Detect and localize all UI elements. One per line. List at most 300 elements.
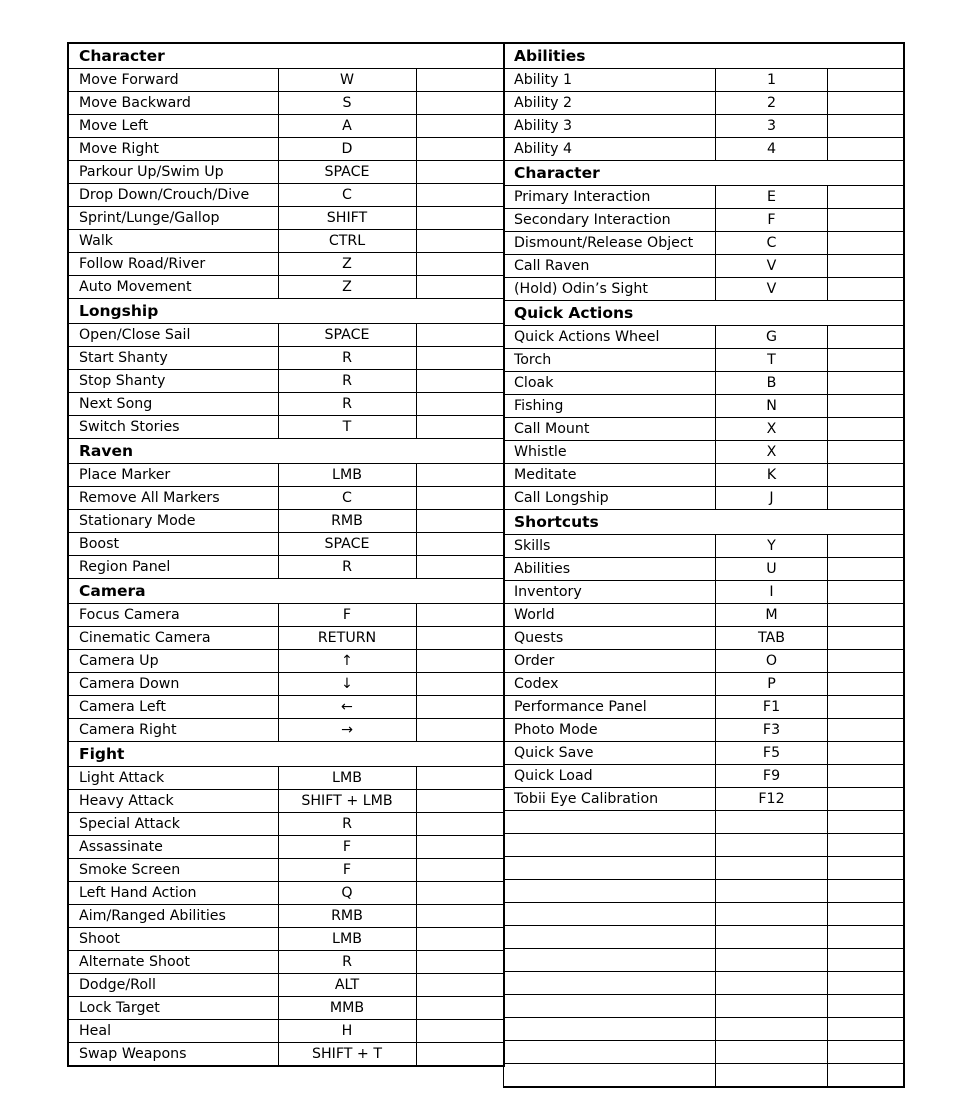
action-label: Sprint/Lunge/Gallop <box>68 207 278 230</box>
action-label: Next Song <box>68 393 278 416</box>
key-binding: X <box>716 418 828 441</box>
key-binding: M <box>716 604 828 627</box>
action-label: Performance Panel <box>504 696 716 719</box>
keybinding-row <box>68 767 504 790</box>
key-binding: LMB <box>278 767 416 790</box>
key-binding <box>716 857 828 880</box>
alternate-key-cell <box>416 69 504 92</box>
alternate-key-cell <box>416 276 504 299</box>
key-binding: → <box>278 719 416 742</box>
alternate-key-cell <box>828 834 904 857</box>
action-label <box>504 1064 716 1088</box>
alternate-key-cell <box>416 997 504 1020</box>
keybinding-row <box>68 997 504 1020</box>
action-label: Cinematic Camera <box>68 627 278 650</box>
keybinding-row <box>504 372 904 395</box>
key-binding: T <box>716 349 828 372</box>
section-header-row <box>504 510 904 535</box>
keybinding-row <box>68 928 504 951</box>
action-label: Call Raven <box>504 255 716 278</box>
action-label: Camera Down <box>68 673 278 696</box>
keybinding-row <box>68 905 504 928</box>
action-label: Lock Target <box>68 997 278 1020</box>
alternate-key-cell <box>828 418 904 441</box>
keybinding-row <box>504 418 904 441</box>
keybinding-row <box>68 92 504 115</box>
keybinding-row <box>504 535 904 558</box>
alternate-key-cell <box>828 372 904 395</box>
right-keybinding-table <box>503 42 905 1088</box>
alternate-key-cell <box>416 974 504 997</box>
keybinding-row <box>504 995 904 1018</box>
keybinding-row <box>504 949 904 972</box>
action-label: Left Hand Action <box>68 882 278 905</box>
action-label: Follow Road/River <box>68 253 278 276</box>
key-binding <box>716 926 828 949</box>
key-binding: R <box>278 813 416 836</box>
key-binding: X <box>716 441 828 464</box>
action-label <box>504 926 716 949</box>
keybinding-row <box>68 138 504 161</box>
alternate-key-cell <box>828 857 904 880</box>
alternate-key-cell <box>828 115 904 138</box>
alternate-key-cell <box>828 395 904 418</box>
alternate-key-cell <box>416 905 504 928</box>
key-binding: Q <box>278 882 416 905</box>
section-header: Shortcuts <box>504 510 904 535</box>
alternate-key-cell <box>828 1041 904 1064</box>
keybinding-row <box>68 230 504 253</box>
keybinding-row <box>504 255 904 278</box>
keybinding-row <box>68 813 504 836</box>
keybinding-row <box>68 464 504 487</box>
key-binding: LMB <box>278 464 416 487</box>
section-header: Fight <box>68 742 504 767</box>
keybinding-row <box>504 464 904 487</box>
keybinding-row <box>68 253 504 276</box>
keybinding-row <box>504 232 904 255</box>
section-header: Abilities <box>504 43 904 69</box>
keybinding-row <box>504 209 904 232</box>
key-binding: RMB <box>278 510 416 533</box>
alternate-key-cell <box>416 464 504 487</box>
keybinding-row <box>504 673 904 696</box>
alternate-key-cell <box>828 627 904 650</box>
alternate-key-cell <box>416 207 504 230</box>
key-binding: F <box>278 604 416 627</box>
right-column <box>503 42 903 1088</box>
key-binding: Y <box>716 535 828 558</box>
action-label: Region Panel <box>68 556 278 579</box>
section-header-row <box>68 43 504 69</box>
key-binding: 1 <box>716 69 828 92</box>
key-binding: SHIFT <box>278 207 416 230</box>
action-label: World <box>504 604 716 627</box>
key-binding: F9 <box>716 765 828 788</box>
alternate-key-cell <box>828 765 904 788</box>
action-label: Whistle <box>504 441 716 464</box>
keybinding-row <box>68 627 504 650</box>
key-binding: O <box>716 650 828 673</box>
action-label: Remove All Markers <box>68 487 278 510</box>
keybinding-row <box>504 765 904 788</box>
key-binding: B <box>716 372 828 395</box>
alternate-key-cell <box>828 581 904 604</box>
alternate-key-cell <box>828 903 904 926</box>
key-binding: I <box>716 581 828 604</box>
key-binding: J <box>716 487 828 510</box>
key-binding: F5 <box>716 742 828 765</box>
section-header-row <box>504 161 904 186</box>
alternate-key-cell <box>828 742 904 765</box>
section-header-row <box>504 301 904 326</box>
alternate-key-cell <box>416 650 504 673</box>
keybinding-row <box>504 742 904 765</box>
action-label <box>504 1041 716 1064</box>
keybinding-row <box>68 1020 504 1043</box>
action-label: Walk <box>68 230 278 253</box>
action-label <box>504 811 716 834</box>
alternate-key-cell <box>828 535 904 558</box>
alternate-key-cell <box>416 324 504 347</box>
alternate-key-cell <box>416 673 504 696</box>
alternate-key-cell <box>416 882 504 905</box>
alternate-key-cell <box>416 556 504 579</box>
key-binding: P <box>716 673 828 696</box>
alternate-key-cell <box>828 186 904 209</box>
keybinding-row <box>504 1041 904 1064</box>
alternate-key-cell <box>828 487 904 510</box>
action-label: Camera Left <box>68 696 278 719</box>
alternate-key-cell <box>828 650 904 673</box>
key-binding: S <box>278 92 416 115</box>
keybinding-row <box>504 719 904 742</box>
alternate-key-cell <box>828 1064 904 1088</box>
action-label: Drop Down/Crouch/Dive <box>68 184 278 207</box>
action-label: Camera Up <box>68 650 278 673</box>
alternate-key-cell <box>828 880 904 903</box>
key-binding: SHIFT + T <box>278 1043 416 1067</box>
keybinding-row <box>68 790 504 813</box>
keybinding-row <box>504 696 904 719</box>
key-binding: W <box>278 69 416 92</box>
key-binding: Z <box>278 276 416 299</box>
alternate-key-cell <box>416 370 504 393</box>
action-label: Alternate Shoot <box>68 951 278 974</box>
action-label <box>504 903 716 926</box>
alternate-key-cell <box>416 347 504 370</box>
keybinding-row <box>68 836 504 859</box>
action-label: Move Backward <box>68 92 278 115</box>
key-binding: ↑ <box>278 650 416 673</box>
key-binding: K <box>716 464 828 487</box>
alternate-key-cell <box>828 926 904 949</box>
alternate-key-cell <box>828 92 904 115</box>
alternate-key-cell <box>416 790 504 813</box>
action-label: Swap Weapons <box>68 1043 278 1067</box>
action-label: Call Mount <box>504 418 716 441</box>
key-binding: R <box>278 951 416 974</box>
action-label: Assassinate <box>68 836 278 859</box>
keybinding-row <box>68 696 504 719</box>
action-label: Ability 3 <box>504 115 716 138</box>
key-binding: CTRL <box>278 230 416 253</box>
keybinding-row <box>504 627 904 650</box>
keybinding-row <box>504 857 904 880</box>
alternate-key-cell <box>828 558 904 581</box>
key-binding: F <box>278 859 416 882</box>
action-label: Ability 1 <box>504 69 716 92</box>
action-label: Cloak <box>504 372 716 395</box>
keybinding-row <box>504 69 904 92</box>
key-binding: C <box>278 184 416 207</box>
action-label: Move Right <box>68 138 278 161</box>
keybinding-row <box>504 788 904 811</box>
action-label: Smoke Screen <box>68 859 278 882</box>
key-binding: TAB <box>716 627 828 650</box>
alternate-key-cell <box>416 813 504 836</box>
keybinding-row <box>68 604 504 627</box>
key-binding: F12 <box>716 788 828 811</box>
alternate-key-cell <box>828 255 904 278</box>
alternate-key-cell <box>416 951 504 974</box>
key-binding <box>716 903 828 926</box>
alternate-key-cell <box>416 230 504 253</box>
alternate-key-cell <box>828 719 904 742</box>
key-binding: D <box>278 138 416 161</box>
alternate-key-cell <box>828 138 904 161</box>
key-binding: MMB <box>278 997 416 1020</box>
key-binding: F3 <box>716 719 828 742</box>
alternate-key-cell <box>416 604 504 627</box>
key-binding: SPACE <box>278 161 416 184</box>
alternate-key-cell <box>828 1018 904 1041</box>
section-header: Quick Actions <box>504 301 904 326</box>
keybinding-row <box>504 138 904 161</box>
keybinding-row <box>68 347 504 370</box>
keybinding-row <box>68 556 504 579</box>
keybinding-row <box>68 859 504 882</box>
key-binding <box>716 1041 828 1064</box>
alternate-key-cell <box>828 972 904 995</box>
action-label: Parkour Up/Swim Up <box>68 161 278 184</box>
action-label <box>504 972 716 995</box>
alternate-key-cell <box>416 138 504 161</box>
action-label: Skills <box>504 535 716 558</box>
keybinding-row <box>504 926 904 949</box>
keybinding-row <box>504 650 904 673</box>
alternate-key-cell <box>416 719 504 742</box>
alternate-key-cell <box>416 416 504 439</box>
keybinding-row <box>68 276 504 299</box>
alternate-key-cell <box>416 184 504 207</box>
keybinding-row <box>68 115 504 138</box>
alternate-key-cell <box>828 464 904 487</box>
key-binding: T <box>278 416 416 439</box>
keybinding-row <box>504 115 904 138</box>
key-binding: RMB <box>278 905 416 928</box>
keybinding-row <box>504 395 904 418</box>
key-binding: R <box>278 393 416 416</box>
keybinding-row <box>504 903 904 926</box>
alternate-key-cell <box>416 1020 504 1043</box>
key-binding: A <box>278 115 416 138</box>
keybinding-row <box>504 880 904 903</box>
action-label: Tobii Eye Calibration <box>504 788 716 811</box>
action-label: Abilities <box>504 558 716 581</box>
action-label: Dodge/Roll <box>68 974 278 997</box>
action-label: Switch Stories <box>68 416 278 439</box>
key-binding: ← <box>278 696 416 719</box>
action-label: Quick Save <box>504 742 716 765</box>
key-binding: E <box>716 186 828 209</box>
alternate-key-cell <box>828 604 904 627</box>
key-binding: LMB <box>278 928 416 951</box>
action-label: Aim/Ranged Abilities <box>68 905 278 928</box>
key-binding: F <box>278 836 416 859</box>
keybinding-row <box>68 161 504 184</box>
action-label: Move Forward <box>68 69 278 92</box>
keybinding-row <box>68 510 504 533</box>
key-binding: SPACE <box>278 324 416 347</box>
alternate-key-cell <box>828 209 904 232</box>
key-binding: SHIFT + LMB <box>278 790 416 813</box>
key-binding: R <box>278 556 416 579</box>
action-label: Order <box>504 650 716 673</box>
alternate-key-cell <box>828 278 904 301</box>
alternate-key-cell <box>828 995 904 1018</box>
action-label: Boost <box>68 533 278 556</box>
key-binding: C <box>716 232 828 255</box>
section-header-row <box>68 742 504 767</box>
keybinding-row <box>504 811 904 834</box>
alternate-key-cell <box>828 696 904 719</box>
key-binding: N <box>716 395 828 418</box>
action-label <box>504 857 716 880</box>
action-label: Heal <box>68 1020 278 1043</box>
keybinding-row <box>68 184 504 207</box>
keybinding-row <box>68 533 504 556</box>
keybinding-row <box>504 186 904 209</box>
action-label: Secondary Interaction <box>504 209 716 232</box>
action-label: Call Longship <box>504 487 716 510</box>
keybinding-row <box>504 278 904 301</box>
key-binding: 2 <box>716 92 828 115</box>
action-label: Quests <box>504 627 716 650</box>
keybinding-row <box>68 650 504 673</box>
key-binding <box>716 995 828 1018</box>
keybinding-row <box>504 326 904 349</box>
action-label: Codex <box>504 673 716 696</box>
keybinding-row <box>68 487 504 510</box>
alternate-key-cell <box>828 326 904 349</box>
keybinding-sheet <box>67 42 903 1064</box>
section-header: Character <box>504 161 904 186</box>
action-label: Ability 4 <box>504 138 716 161</box>
key-binding: R <box>278 370 416 393</box>
alternate-key-cell <box>828 811 904 834</box>
section-header-row <box>68 299 504 324</box>
action-label: Photo Mode <box>504 719 716 742</box>
alternate-key-cell <box>416 92 504 115</box>
alternate-key-cell <box>416 533 504 556</box>
action-label: Quick Load <box>504 765 716 788</box>
action-label: Shoot <box>68 928 278 951</box>
action-label <box>504 1018 716 1041</box>
action-label <box>504 880 716 903</box>
alternate-key-cell <box>416 510 504 533</box>
keybinding-row <box>504 581 904 604</box>
keybinding-row <box>504 441 904 464</box>
action-label: Primary Interaction <box>504 186 716 209</box>
key-binding: 3 <box>716 115 828 138</box>
key-binding: Z <box>278 253 416 276</box>
alternate-key-cell <box>828 441 904 464</box>
action-label: Open/Close Sail <box>68 324 278 347</box>
action-label: Stationary Mode <box>68 510 278 533</box>
keybinding-row <box>504 349 904 372</box>
keybinding-row <box>68 951 504 974</box>
left-column <box>67 42 503 1067</box>
keybinding-row <box>504 1064 904 1088</box>
keybinding-row <box>68 393 504 416</box>
key-binding: G <box>716 326 828 349</box>
action-label <box>504 834 716 857</box>
alternate-key-cell <box>416 487 504 510</box>
alternate-key-cell <box>416 696 504 719</box>
key-binding: 4 <box>716 138 828 161</box>
key-binding <box>716 1064 828 1088</box>
keybinding-row <box>504 834 904 857</box>
alternate-key-cell <box>828 673 904 696</box>
keybinding-row <box>504 604 904 627</box>
action-label: Meditate <box>504 464 716 487</box>
keybinding-row <box>504 92 904 115</box>
keybinding-row <box>504 487 904 510</box>
keybinding-row <box>68 69 504 92</box>
action-label: (Hold) Odin’s Sight <box>504 278 716 301</box>
section-header: Longship <box>68 299 504 324</box>
action-label: Auto Movement <box>68 276 278 299</box>
key-binding: C <box>278 487 416 510</box>
alternate-key-cell <box>416 836 504 859</box>
key-binding: R <box>278 347 416 370</box>
section-header-row <box>68 579 504 604</box>
alternate-key-cell <box>416 253 504 276</box>
keybinding-row <box>68 370 504 393</box>
key-binding: H <box>278 1020 416 1043</box>
action-label: Dismount/Release Object <box>504 232 716 255</box>
alternate-key-cell <box>416 627 504 650</box>
key-binding <box>716 880 828 903</box>
alternate-key-cell <box>828 349 904 372</box>
action-label: Focus Camera <box>68 604 278 627</box>
alternate-key-cell <box>416 767 504 790</box>
key-binding: U <box>716 558 828 581</box>
alternate-key-cell <box>416 161 504 184</box>
alternate-key-cell <box>828 232 904 255</box>
section-header-row <box>68 439 504 464</box>
alternate-key-cell <box>828 788 904 811</box>
keybinding-row <box>68 324 504 347</box>
action-label: Ability 2 <box>504 92 716 115</box>
action-label: Torch <box>504 349 716 372</box>
key-binding: ↓ <box>278 673 416 696</box>
key-binding <box>716 1018 828 1041</box>
keybinding-row <box>504 972 904 995</box>
keybinding-row <box>68 207 504 230</box>
key-binding: ALT <box>278 974 416 997</box>
